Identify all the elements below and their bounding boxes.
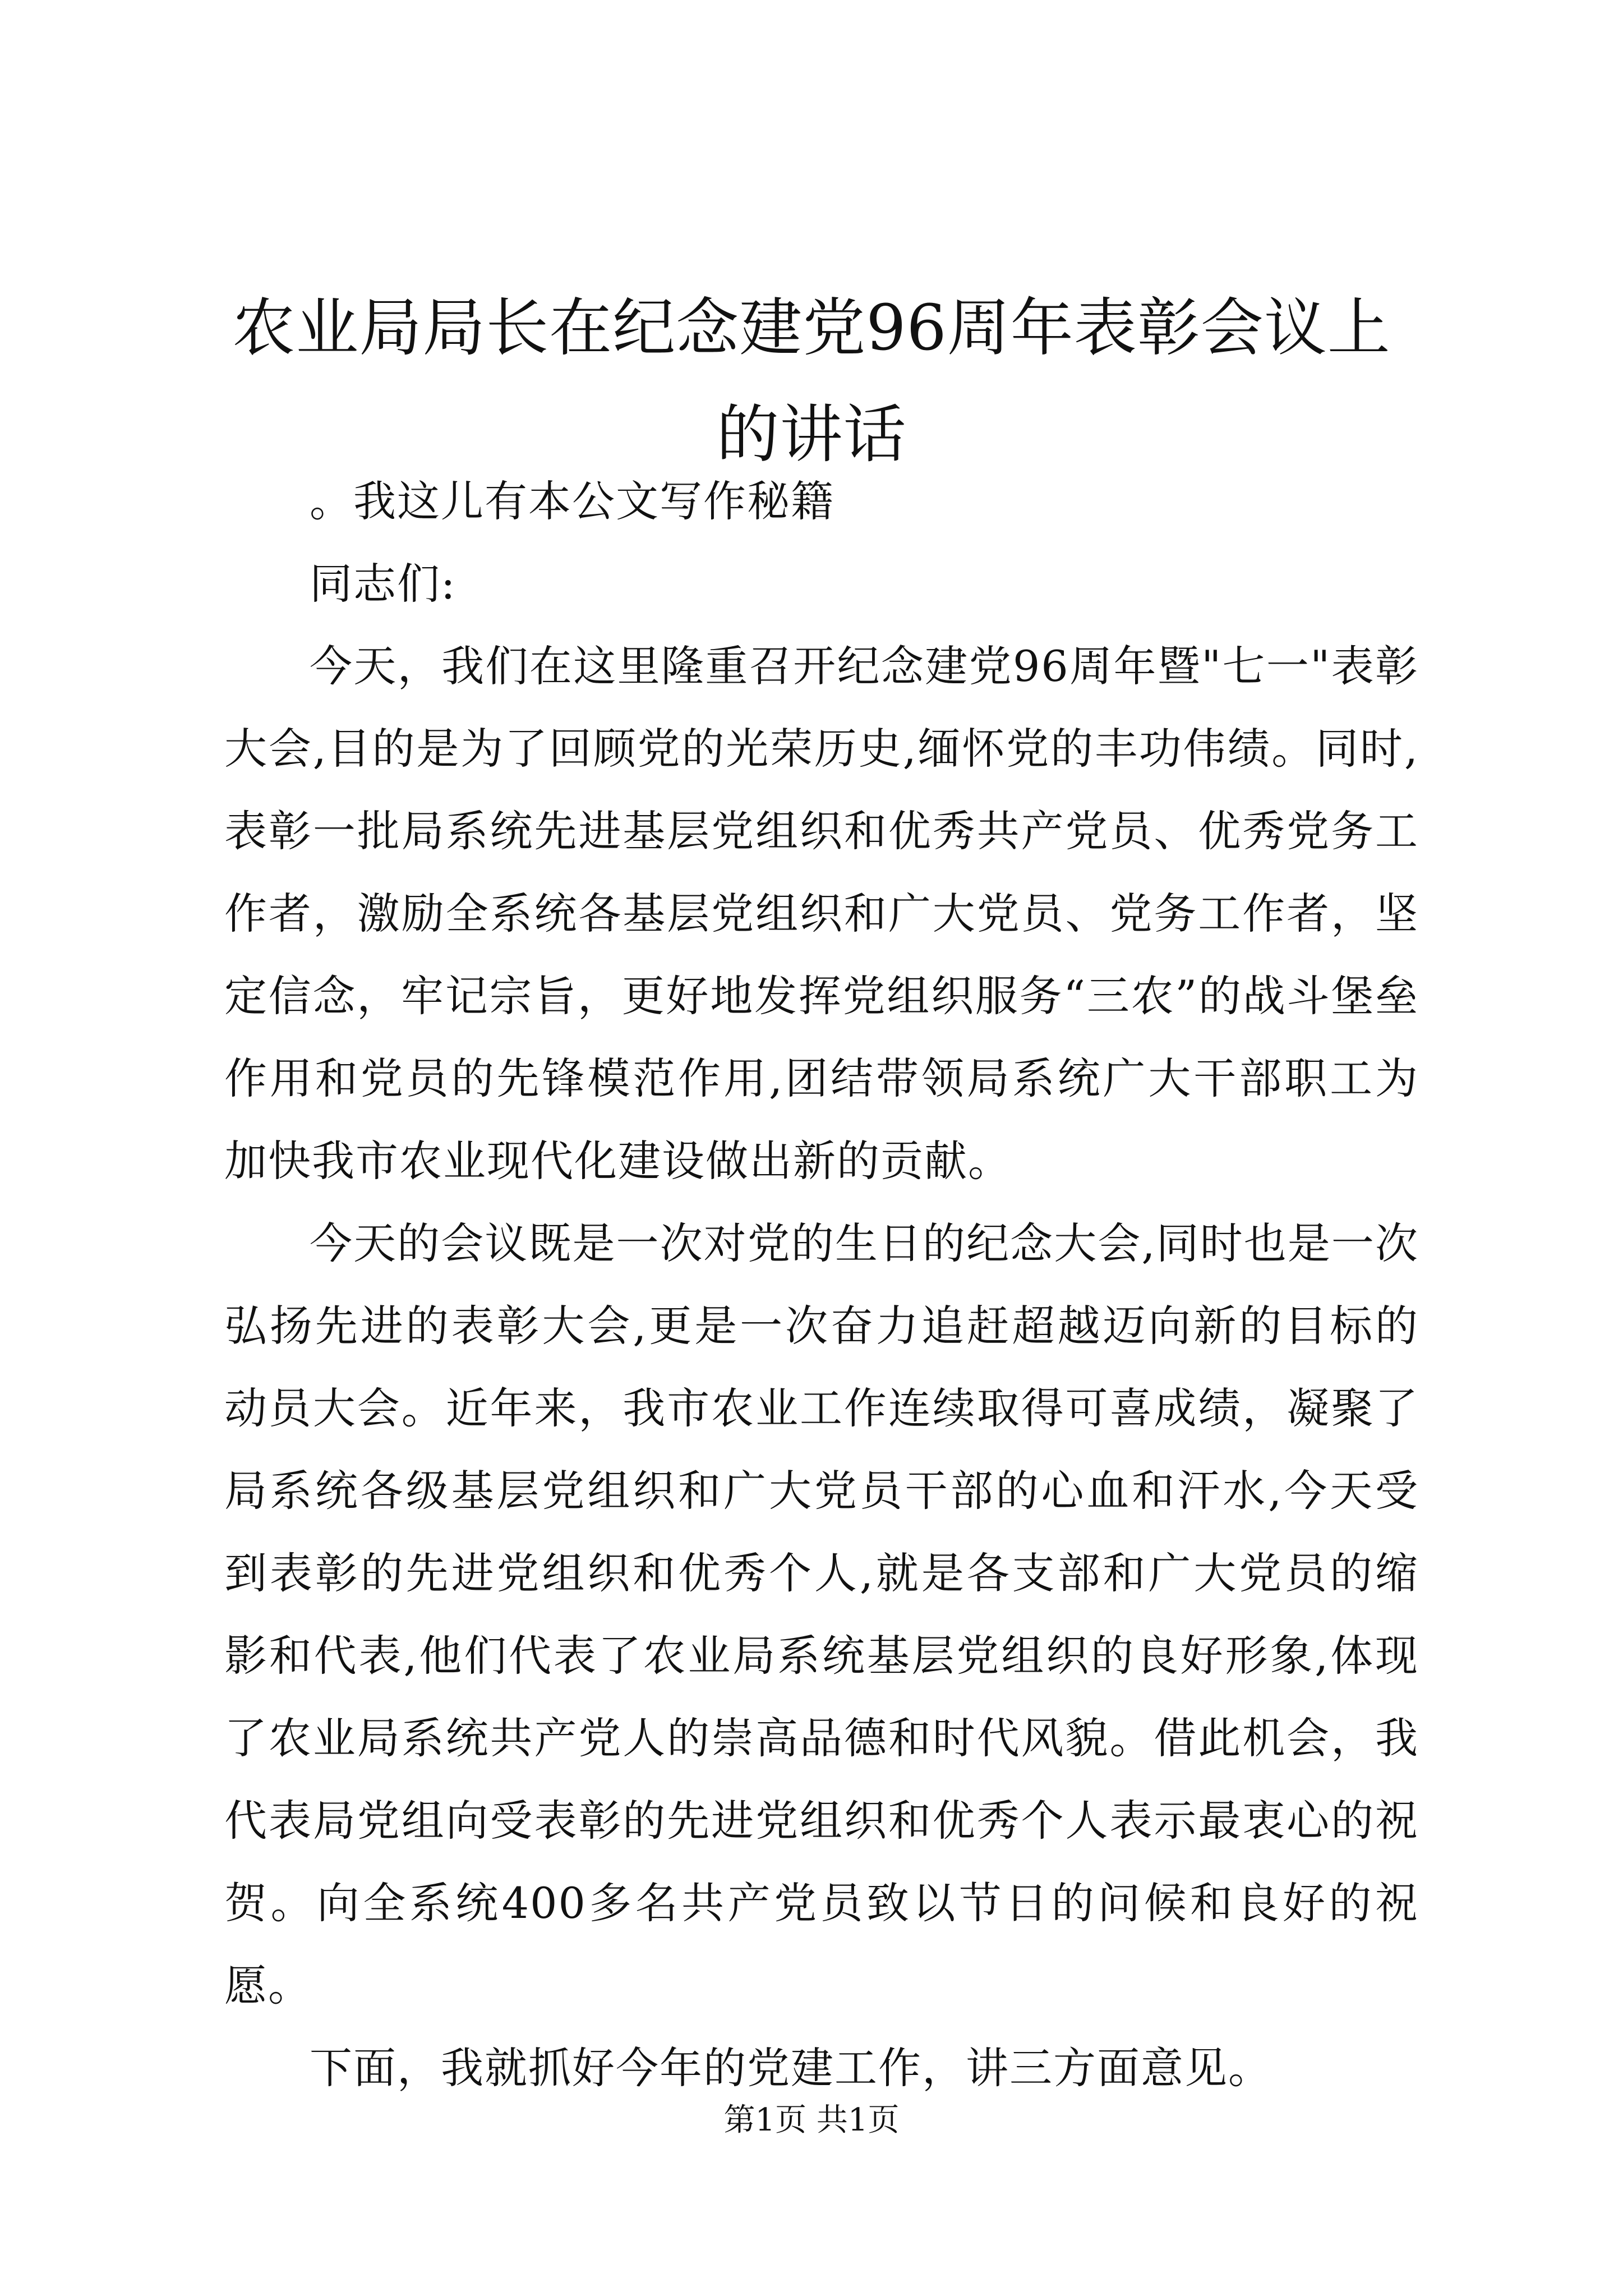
- paragraph-salutation: 同志们:: [310, 559, 457, 609]
- paragraph-opening: 今天，我们在这里隆重召开纪念建党96周年暨"七一"表彰大会,目的是为了回顾党的光荣历史,缅怀党的丰功伟绩。同时,表彰一批局系统先进基层党组织和优秀共产党员、优秀党务工作者，激励全系统各基层党组织和广大党员、党务工作者，坚定信念，牢记宗旨，更好地发挥党组织服务“三农”的战斗堡垒作用和党员的先锋模范作用,团结带领局系统广大干部职工为加快我市农业现代化建设做出新的贡献。: [224, 641, 1419, 1186]
- document-title: 农业局局长在纪念建党96周年表彰会议上的讲话: [232, 292, 1391, 471]
- document-body: [224, 460, 1419, 2109]
- paragraph-intro-note: 。我这儿有本公文写作秘籍: [310, 476, 834, 526]
- paragraph-transition: 下面，我就抓好今年的党建工作，讲三方面意见。: [310, 2043, 1272, 2093]
- page-footer: 第1页 共1页: [723, 2102, 900, 2138]
- paragraph-meeting-significance: 今天的会议既是一次对党的生日的纪念大会,同时也是一次弘扬先进的表彰大会,更是一次奋力追赶超越迈向新的目标的动员大会。近年来，我市农业工作连续取得可喜成绩，凝聚了局系统各级基层党组织和广大党员干部的心血和汗水,今天受到表彰的先进党组织和优秀个人,就是各支部和广大党员的缩影和代表,他们代表了农业局系统基层党组织的良好形象,体现了农业局系统共产党人的崇高品德和时代风貌。借此机会，我代表局党组向受表彰的先进党组织和优秀个人表示最衷心的祝贺。向全系统400多名共产党员致以节日的问候和良好的祝愿。: [224, 1218, 1419, 2010]
